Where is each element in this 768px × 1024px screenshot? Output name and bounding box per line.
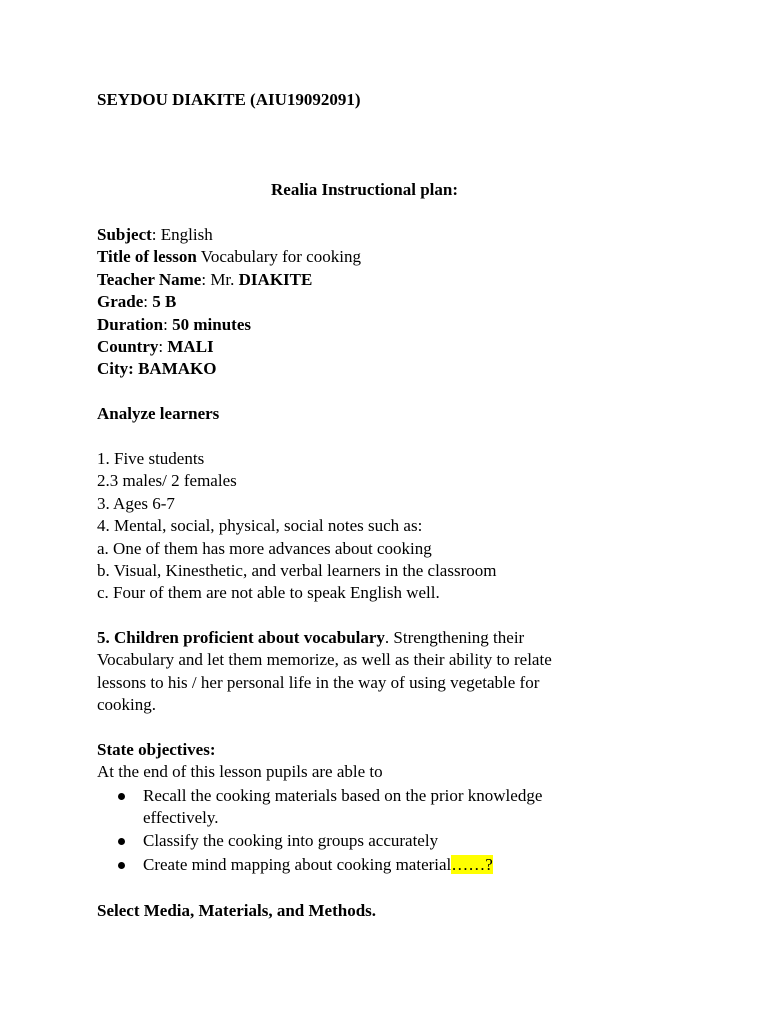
country-value: MALI: [167, 337, 214, 356]
subject-value: : English: [151, 225, 213, 244]
grade-value: 5 B: [152, 292, 177, 311]
learner-item: 3. Ages 6-7: [97, 494, 175, 513]
bullet-dot-icon: [118, 793, 125, 800]
city-line: City: BAMAKO: [97, 359, 217, 378]
subject-label: Subject: [97, 225, 152, 244]
grade-label: Grade: [97, 292, 144, 311]
lesson-title-value: Vocabulary for cooking: [196, 247, 361, 266]
point-5-line-3: lessons to his / her personal life in the way of using vegetable for: [97, 673, 540, 692]
objective-bullet-continuation: effectively.: [143, 808, 219, 827]
objectives-intro: At the end of this lesson pupils are able to: [97, 762, 383, 781]
duration-label: Duration: [97, 315, 164, 334]
point-5-line-4: cooking.: [97, 695, 157, 714]
point-5-line-1: 5. Children proficient about vocabulary. Strengthening their: [97, 628, 525, 647]
country-line: Country: MALI: [97, 337, 214, 356]
document-title: Realia Instructional plan:: [271, 180, 459, 199]
teacher-label: Teacher Name: [97, 270, 202, 289]
learner-subitem: c. Four of them are not able to speak English well.: [97, 583, 440, 602]
teacher-name: DIAKITE: [238, 270, 313, 289]
learner-subitem: b. Visual, Kinesthetic, and verbal learners in the classroom: [97, 561, 497, 580]
bullet-dot-icon: [118, 838, 125, 845]
media-heading: Select Media, Materials, and Methods.: [97, 901, 377, 920]
point-5-heading: 5. Children proficient about vocabulary: [97, 628, 385, 647]
lesson-title-line: [97, 246, 361, 268]
highlighted-text: ……?: [451, 855, 493, 874]
lesson-title-label: Title of lesson: [97, 247, 197, 266]
duration-line: Duration: 50 minutes: [97, 315, 251, 334]
learner-item: 2.3 males/ 2 females: [97, 471, 237, 490]
subject-line: [97, 224, 213, 246]
grade-line: Grade: 5 B: [97, 292, 177, 311]
learner-item: 1. Five students: [97, 449, 205, 468]
learner-subitem: a. One of them has more advances about cooking: [97, 539, 432, 558]
country-label: Country: [97, 337, 159, 356]
bullet-dot-icon: [118, 862, 125, 869]
teacher-line: Teacher Name: Mr. DIAKITE: [97, 270, 313, 289]
learner-item: 4. Mental, social, physical, social notes such as:: [97, 516, 423, 535]
author-line: SEYDOU DIAKITE (AIU19092091): [97, 90, 361, 109]
objectives-heading: State objectives:: [97, 740, 216, 759]
document-page: SEYDOU DIAKITE (AIU19092091) Realia Instructional plan: Subject: English Title of lesson Vocabulary for cooking Teacher Name: Mr. DIAKITE Grade: 5 B Duration: 50 minutes Country: MALI City: BAMAKO Analyze learners 1. Five students 2.3 males/ 2 females 3. Ages 6-7 4. Mental, social, physical, social notes such as: a. One of them has more advances about cooking b. Visual, Kinesthetic, and verbal learners in the classroom c. Four of them are not able to speak English well. 5. Children proficient about vocabulary. Strengthening their Vocabulary and let them memorize, as well as their ability to relate lessons to his / her personal life in the way of using vegetable for cooking. State objectives: At the end of this lesson pupils are able to Recall the cooking materials based on the prior knowledge effectively. Classify the cooking into groups accurately Create mind mapping about cooking material……? Select Media, Materials, and Methods.: [97, 90, 552, 920]
duration-value: 50 minutes: [172, 315, 251, 334]
point-5-line-2: Vocabulary and let them memorize, as well as their ability to relate: [97, 650, 552, 669]
analyze-learners-heading: Analyze learners: [97, 404, 220, 423]
